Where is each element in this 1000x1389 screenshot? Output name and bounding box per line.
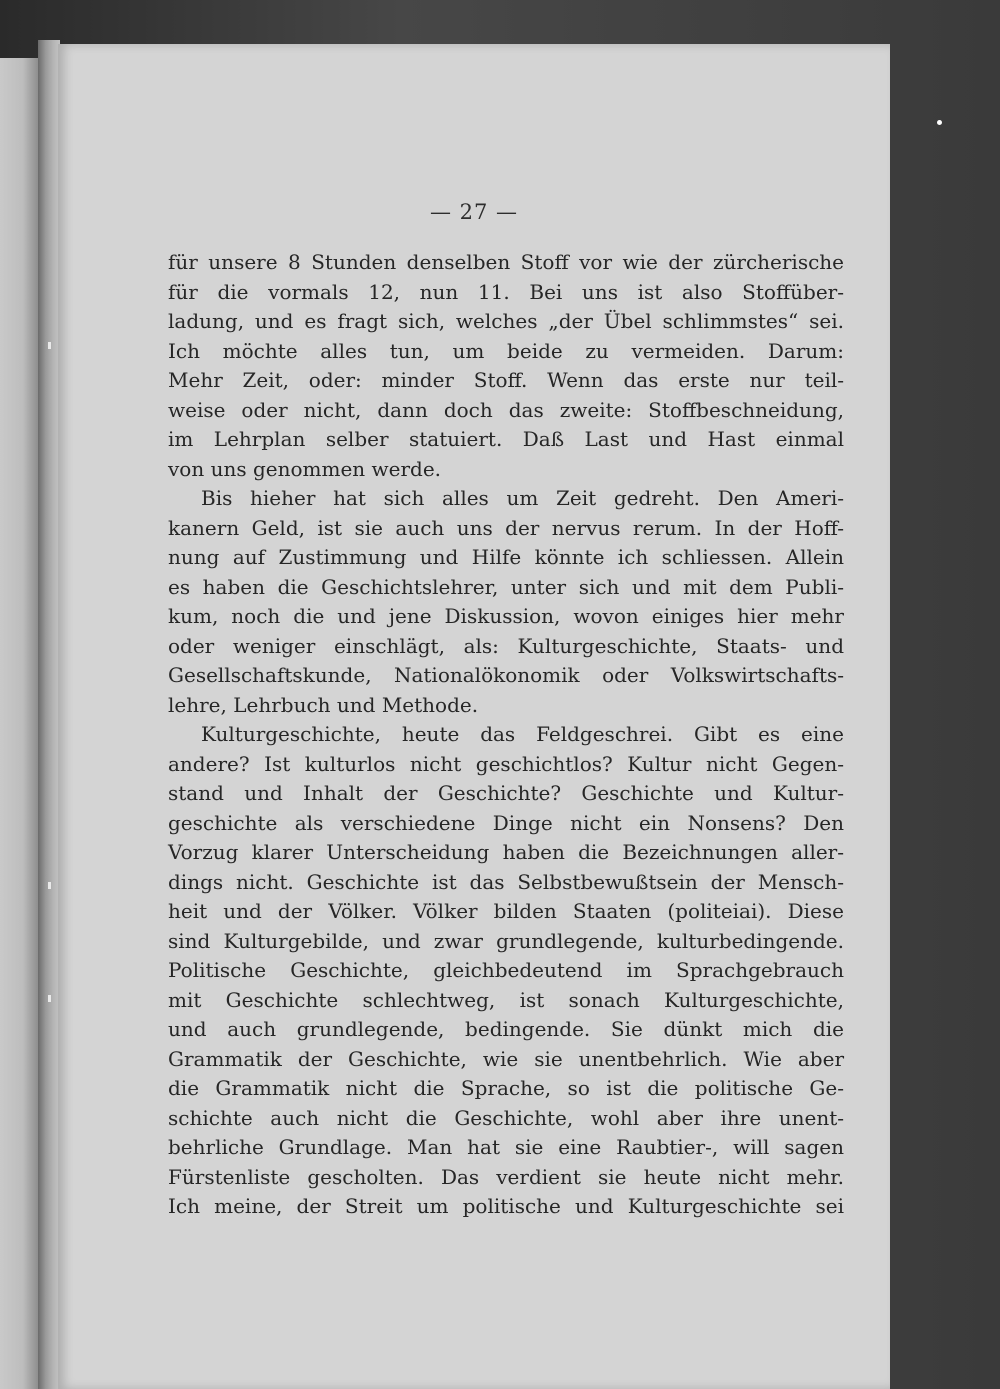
book-gutter (38, 40, 60, 1389)
text-line: Grammatik der Geschichte, wie sie unentbehrlich. Wie aber (168, 1046, 844, 1071)
text-line: und auch grundlegende, bedingende. Sie dünkt mich die (168, 1017, 844, 1041)
text-line: andere? Ist kulturlos nicht geschichtlos? Kultur nicht Gegen- (168, 751, 844, 776)
text-line: oder weniger einschlägt, als: Kulturgeschichte, Staats- und (168, 633, 844, 658)
text-line: Gesellschaftskunde, Nationalökonomik oder Volkswirtschafts- (168, 663, 844, 687)
text-line: heit und der Völker. Völker bilden Staaten (politeiai). Diese (168, 899, 844, 923)
text-line: schichte auch nicht die Geschichte, wohl aber ihre unent- (168, 1105, 844, 1130)
text-line: lehre, Lehrbuch und Methode. (168, 692, 479, 717)
page-number: — 27 — (429, 200, 519, 224)
text-line: weise oder nicht, dann doch das zweite: Stoffbeschneidung, (168, 397, 844, 422)
text-line: von uns genommen werde. (168, 456, 442, 481)
text-line: stand und Inhalt der Geschichte? Geschichte und Kultur- (168, 781, 844, 805)
text-line: Politische Geschichte, gleichbedeutend im Sprachgebrauch (168, 958, 844, 982)
binding-mark (48, 882, 51, 889)
previous-page-edge (0, 58, 38, 1389)
binding-mark (48, 342, 51, 349)
text-line: mit Geschichte schlechtweg, ist sonach Kulturgeschichte, (168, 987, 844, 1012)
text-line: Vorzug klarer Unterscheidung haben die Bezeichnungen aller- (168, 840, 844, 864)
text-line: sind Kulturgebilde, und zwar grundlegende, kulturbedingende. (168, 928, 844, 953)
dust-speck (937, 120, 942, 125)
page-text (168, 248, 844, 1222)
text-line: Mehr Zeit, oder: minder Stoff. Wenn das erste nur teil- (168, 368, 844, 392)
text-line: Ich möchte alles tun, um beide zu vermeiden. Darum: (168, 338, 844, 363)
text-line: behrliche Grundlage. Man hat sie eine Raubtier-, will sagen (168, 1135, 844, 1159)
book-page (58, 44, 890, 1389)
text-line: dings nicht. Geschichte ist das Selbstbewußtsein der Mensch- (168, 869, 844, 894)
text-line: Ich meine, der Streit um politische und Kulturgeschichte sei (168, 1194, 844, 1218)
text-line: Fürstenliste gescholten. Das verdient sie heute nicht mehr. (168, 1164, 844, 1189)
text-line: geschichte als verschiedene Dinge nicht ein Nonsens? Den (168, 810, 844, 835)
text-line: nung auf Zustimmung und Hilfe könnte ich schliessen. Allein (168, 545, 844, 569)
text-line: kum, noch die und jene Diskussion, wovon einiges hier mehr (168, 604, 844, 628)
binding-mark (48, 995, 51, 1002)
text-line: Bis hieher hat sich alles um Zeit gedreht. Den Ameri- (201, 486, 844, 510)
text-line: kanern Geld, ist sie auch uns der nervus rerum. In der Hoff- (168, 515, 844, 540)
text-line: für unsere 8 Stunden denselben Stoff vor wie der zürcherische (168, 250, 844, 274)
text-line: ladung, und es fragt sich, welches „der Übel schlimmstes“ sei. (168, 309, 844, 333)
text-line: im Lehrplan selber statuiert. Daß Last und Hast einmal (168, 427, 844, 451)
text-line: es haben die Geschichtslehrer, unter sich und mit dem Publi- (168, 574, 844, 599)
text-line: die Grammatik nicht die Sprache, so ist die politische Ge- (168, 1076, 844, 1100)
text-line: für die vormals 12, nun 11. Bei uns ist also Stoffüber- (168, 279, 844, 304)
text-line: Kulturgeschichte, heute das Feldgeschrei. Gibt es eine (201, 722, 844, 746)
